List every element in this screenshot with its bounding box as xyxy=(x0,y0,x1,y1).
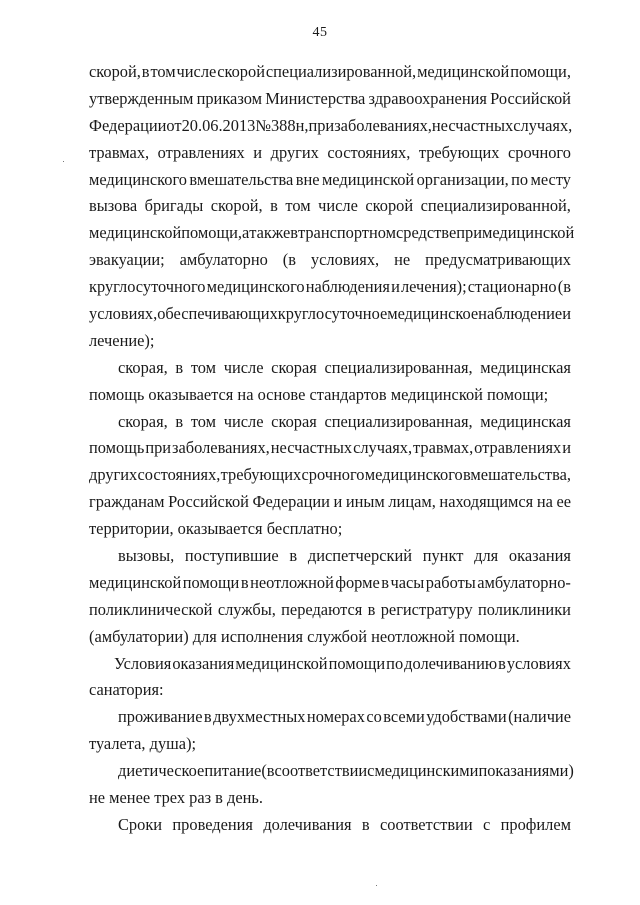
word: медицинской xyxy=(417,62,510,81)
word: состояниях, xyxy=(327,142,411,162)
word: медицинского xyxy=(89,169,187,189)
word: в xyxy=(498,653,506,673)
word: удобствами xyxy=(426,707,507,727)
text-line xyxy=(89,570,571,597)
word: круглосуточное xyxy=(277,304,388,324)
word: по xyxy=(511,169,529,189)
word: том xyxy=(285,196,311,216)
word: (в xyxy=(282,250,296,270)
word: вызова xyxy=(89,196,138,216)
word: вмешательства, xyxy=(462,465,571,485)
word: скорой, xyxy=(210,196,263,216)
word: а xyxy=(241,223,250,243)
word: заболеваниях, xyxy=(172,438,270,458)
word: в xyxy=(240,572,249,592)
text-line: не менее трех раз в день. xyxy=(89,788,263,808)
word: пункт xyxy=(422,546,464,566)
word: проведения xyxy=(172,814,253,834)
word: диетическое xyxy=(118,761,205,781)
word: медицинская xyxy=(480,411,571,431)
word: со xyxy=(366,707,382,727)
text-line xyxy=(89,113,571,140)
word: 20.06.2013 xyxy=(181,115,256,135)
word: и xyxy=(391,277,400,297)
text-line xyxy=(89,462,571,489)
word: состояниях, xyxy=(137,465,221,485)
word: Российской xyxy=(490,88,571,108)
word: медицинская xyxy=(480,357,571,377)
word: наблюдение xyxy=(478,304,563,324)
word: специализированной, xyxy=(265,62,417,81)
word: травмах, xyxy=(89,142,150,162)
word: неотложной xyxy=(250,572,334,592)
word: отравлениях xyxy=(157,142,245,162)
word: вмешательства xyxy=(189,169,294,189)
word: требующих xyxy=(418,142,500,162)
word: поступившие xyxy=(184,546,279,566)
word: с xyxy=(482,814,491,834)
word: медицинской xyxy=(89,572,182,592)
word: Федерации xyxy=(89,115,167,135)
word: по xyxy=(386,653,404,673)
word: числе xyxy=(223,357,264,377)
page-number: 45 xyxy=(312,25,328,40)
word: поликлинической xyxy=(89,599,213,619)
word: помощь xyxy=(89,438,145,458)
word: числе xyxy=(223,411,264,431)
word: и xyxy=(562,438,571,458)
word: скорой xyxy=(365,196,414,216)
word: в xyxy=(175,357,184,377)
word: ее xyxy=(556,492,571,512)
word: проживание xyxy=(118,707,203,727)
word: в xyxy=(270,196,278,216)
word: срочного xyxy=(507,142,571,162)
word: скорая xyxy=(271,357,317,377)
word: организации, xyxy=(416,169,509,189)
text-line xyxy=(89,59,571,86)
word: часы xyxy=(390,572,425,592)
word: соответствии xyxy=(274,761,368,781)
word: помощи, xyxy=(510,62,571,81)
word: не xyxy=(394,250,411,270)
text-line xyxy=(89,489,571,516)
word: № xyxy=(255,115,271,135)
word: гражданам xyxy=(89,492,165,512)
word: специализированная, xyxy=(324,357,473,377)
word: номерах xyxy=(306,707,365,727)
word: числе xyxy=(318,196,358,216)
word: долечивания xyxy=(263,814,352,834)
word: в xyxy=(141,62,150,81)
text-line: туалета, душа); xyxy=(89,734,197,754)
word: приказом xyxy=(196,88,262,108)
text-line xyxy=(89,409,571,436)
word: несчастных xyxy=(270,438,353,458)
word: случаях, xyxy=(513,115,573,135)
word: условиях, xyxy=(89,304,158,324)
word: средстве xyxy=(396,223,457,243)
word: в xyxy=(381,572,390,592)
word: срочного xyxy=(301,465,365,485)
word: соответствии xyxy=(380,814,473,834)
word: здравоохранения xyxy=(368,88,487,108)
word: наблюдения xyxy=(305,277,390,297)
text-line xyxy=(89,704,571,731)
word: вызовы, xyxy=(118,546,175,566)
word: долечиванию xyxy=(404,653,498,673)
word: профилем xyxy=(500,814,571,834)
word: стационарно xyxy=(467,277,557,297)
word: медицинскими xyxy=(374,761,479,781)
word: вне xyxy=(295,169,320,189)
text-line: лечение); xyxy=(89,330,155,350)
word: медицинской xyxy=(235,653,328,673)
word: на xyxy=(536,492,553,512)
word: числе xyxy=(176,62,217,81)
text-line xyxy=(89,274,571,301)
word: помощи xyxy=(182,572,240,592)
text-line xyxy=(89,247,571,274)
word: условиях xyxy=(506,653,571,673)
word: поликлиники xyxy=(478,599,571,619)
word: помощи xyxy=(328,653,386,673)
scan-speck xyxy=(63,161,64,162)
word: медицинского xyxy=(206,277,305,297)
word: обеспечивающих xyxy=(157,304,278,324)
word: 388н, xyxy=(270,115,309,135)
word: медицинской xyxy=(481,223,575,243)
word: и xyxy=(333,492,343,512)
word: всеми xyxy=(383,707,425,727)
word: показаниями) xyxy=(478,761,574,781)
word: случаях, xyxy=(353,438,413,458)
word: в xyxy=(290,223,298,243)
word: медицинской xyxy=(321,169,415,189)
text-line xyxy=(89,193,571,220)
word: с xyxy=(367,761,375,781)
word: условиях, xyxy=(310,250,380,270)
text-line xyxy=(89,140,571,167)
word: при xyxy=(456,223,482,243)
word: от xyxy=(166,115,182,135)
word: том xyxy=(190,357,217,377)
word: (в xyxy=(557,277,571,297)
text-line xyxy=(89,597,571,624)
word: (наличие xyxy=(508,707,571,727)
word: в xyxy=(175,411,184,431)
word: скорая, xyxy=(118,411,168,431)
word: бригады xyxy=(144,196,204,216)
word: скорая xyxy=(271,411,317,431)
word: круглосуточного xyxy=(89,277,206,297)
word: (в xyxy=(261,761,275,781)
word: несчастных xyxy=(431,115,514,135)
text-line: (амбулатории) для исполнения службой неотложной помощи. xyxy=(89,626,520,646)
word: помощи, xyxy=(181,223,242,243)
word: предусматривающих xyxy=(425,250,571,270)
word: специализированная, xyxy=(324,411,473,431)
text-line xyxy=(89,651,571,678)
text-line xyxy=(89,543,571,570)
word: других xyxy=(89,465,138,485)
word: и xyxy=(562,304,571,324)
word: в xyxy=(203,707,212,727)
word: при xyxy=(308,115,335,135)
word: транспортном xyxy=(297,223,396,243)
word: других xyxy=(270,142,319,162)
word: и xyxy=(253,142,263,162)
word: двухместных xyxy=(213,707,306,727)
word: амбулаторно xyxy=(179,250,268,270)
text-line xyxy=(89,812,571,839)
word: Сроки xyxy=(118,814,163,834)
word: Федерации xyxy=(252,492,330,512)
text-line: санатория: xyxy=(89,680,164,700)
document-body xyxy=(89,59,575,839)
word: диспетчерский xyxy=(307,546,412,566)
word: оказания xyxy=(172,653,235,673)
word: Условия xyxy=(114,653,172,673)
word: находящимся xyxy=(439,492,534,512)
word: службы, xyxy=(217,599,276,619)
text-line xyxy=(89,167,571,194)
word: питание xyxy=(204,761,262,781)
word: скорая, xyxy=(118,357,168,377)
word: специализированной, xyxy=(420,196,571,216)
word: месту xyxy=(530,169,571,189)
word: работы xyxy=(425,572,476,592)
text-line xyxy=(89,220,575,247)
word: эвакуации; xyxy=(89,250,165,270)
word: заболеваниях, xyxy=(334,115,432,135)
word: передаются xyxy=(281,599,363,619)
text-line xyxy=(89,355,571,382)
scan-speck xyxy=(376,885,377,886)
word: медицинской xyxy=(89,223,182,243)
word: Министерства xyxy=(265,88,366,108)
word: том xyxy=(190,411,217,431)
word: лечения); xyxy=(400,277,467,297)
word: медицинского xyxy=(364,465,463,485)
word: требующих xyxy=(220,465,302,485)
word: также xyxy=(249,223,291,243)
word: иным xyxy=(345,492,385,512)
word: форме xyxy=(335,572,380,592)
word: оказания xyxy=(508,546,571,566)
word: утвержденным xyxy=(89,88,194,108)
text-line: помощь оказывается на основе стандартов медицинской помощи; xyxy=(89,384,549,404)
text-line xyxy=(89,301,571,328)
word: скорой xyxy=(217,62,265,81)
word: Российской xyxy=(168,492,249,512)
word: в xyxy=(361,814,370,834)
word: травмах, xyxy=(413,438,474,458)
word: том xyxy=(150,62,176,81)
word: для xyxy=(474,546,499,566)
word: амбулаторно- xyxy=(477,572,571,592)
word: скорой, xyxy=(89,62,141,81)
word: в xyxy=(367,599,376,619)
text-line: территории, оказывается бесплатно; xyxy=(89,519,343,539)
word: регистратуру xyxy=(380,599,473,619)
word: при xyxy=(145,438,172,458)
text-line xyxy=(89,86,571,113)
word: отравлениях xyxy=(474,438,562,458)
text-line xyxy=(89,758,574,785)
text-line xyxy=(89,435,571,462)
word: лицам, xyxy=(388,492,436,512)
word: медицинское xyxy=(387,304,479,324)
word: в xyxy=(289,546,298,566)
